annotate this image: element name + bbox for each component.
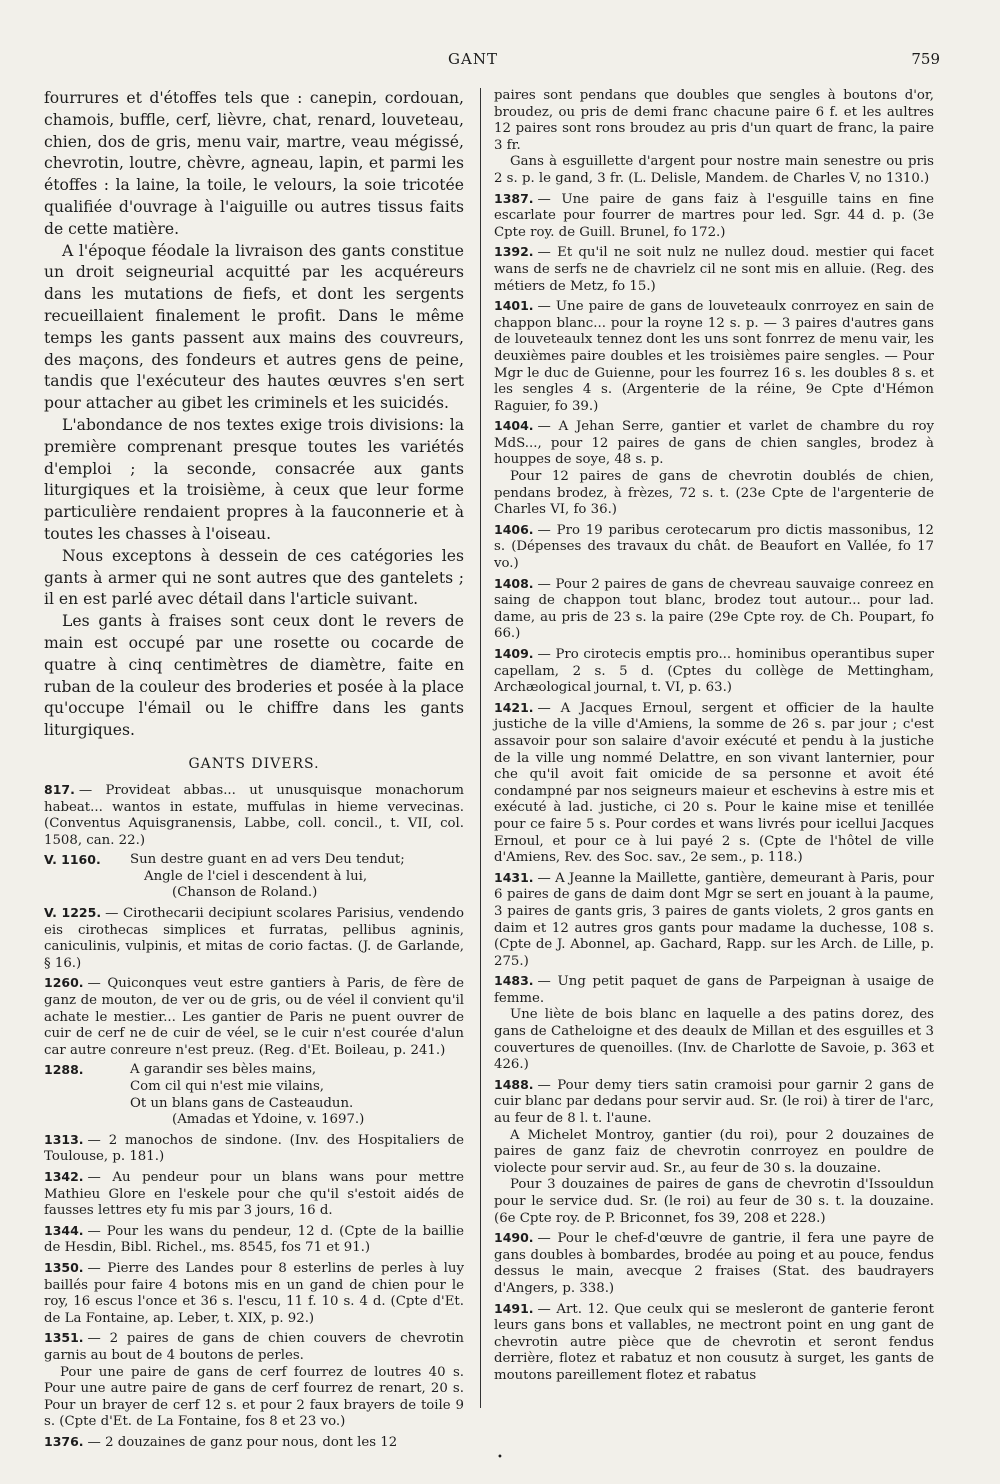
intro-paragraph: fourrures et d'étoffes tels que : canepin, cordouan, chamois, buffle, cerf, lièvre, chat, renard, louveteau, chien, dos de gris, menu vair, martre, veau mégissé, chevrotin, loutre, chèvre, agneau, lapin, et parmi les étoffes : la laine, la toile, le velours, la soie tricotée qualifiée d'ouvrage à l'aiguille ou autres tissus faits de cette matière. [44, 89, 464, 238]
entry-date: 1490. [494, 1230, 534, 1246]
entry-date: 1313. [44, 1131, 84, 1147]
entry-1401 [494, 298, 934, 415]
entry-date: V. 1160. [44, 852, 101, 868]
intro-text [44, 88, 464, 742]
entry-subparagraph: Pour une paire de gans de cerf fourrez de loutres 40 s. Pour une autre paire de gans de cerf fourrez de renart, 20 s. Pour un brayer de cerf 12 s. et pour 2 faux brayers de toile 9 s. (Cpte d'Et. de La Fontaine, fos 8 et 23 vo.) [44, 1364, 464, 1430]
entry-1491 [494, 1301, 934, 1385]
entry-1406 [494, 522, 934, 573]
entry-date: 1483. [494, 973, 534, 989]
entry-1344 [44, 1223, 464, 1257]
entry-date: 1376. [44, 1433, 84, 1449]
entry-date: 1260. [44, 975, 84, 991]
entry-date: V. 1225. [44, 905, 102, 921]
entry-text: — Une paire de gans faiz à l'esguille tains en fine escarlate pour fourrer de martres pour led. Sgr. 44 d. p. (3e Cpte roy. de Guill. Brunel, fo 172.) [494, 191, 934, 240]
entry-1225 [44, 905, 464, 972]
entry-date: 1406. [494, 521, 534, 537]
entry-date: 1387. [494, 190, 534, 206]
entry-1376 [44, 1434, 464, 1452]
intro-paragraph: Nous exceptons à dessein de ces catégories les gants à armer qui ne sont autres que des gantelets ; il en est parlé avec détail dans l'article suivant. [44, 546, 464, 609]
entry-text: — 2 paires de gans de chien couvers de chevrotin garnis au bout de 4 boutons de perles. [44, 1331, 464, 1363]
page-number: 759 [911, 50, 940, 68]
verse-line: A garandir ses bèles mains, [130, 1062, 317, 1078]
entry-subparagraph: Pour 3 douzaines de paires de gans de chevrotin d'Issouldun pour le service dud. Sr. (le roi) au feur de 30 s. t. la douzaine. (6e Cpte roy. de P. Briconnet, fos 39, 208 et 228.) [494, 1177, 934, 1226]
entry-date: 1488. [494, 1076, 534, 1092]
entry-date: 1392. [494, 244, 534, 260]
entry-1421 [494, 700, 934, 867]
column-divider [480, 88, 481, 1408]
entry-date: 1288. [44, 1062, 84, 1078]
entry-text: — Une paire de gans de louveteaulx conrroyez en sain de chappon blanc... pour la royne 12 s. p. — 3 paires d'autres gans de louveteaulx tennez dont les uns sont fonrrez de menu vair, les deuxièmes paire doubles et les troisièmes paire sengles. — Pour Mgr le duc de Guienne, pour les fourrez 16 s. les doubles 8 s. et les sengles 4 s. (Argenterie de la réine, 9e Cpte d'Hémon Raguier, fo 39.) [494, 299, 934, 414]
entry-text: — A Jeanne la Maillette, gantière, demeurant à Paris, pour 6 paires de gans de daim dont Mgr se sert en jouant à la paume, 3 paires de gants gris, 3 paires de gants violets, 2 gros gants en daim et 12 autres gros gants pour madame la duchesse, 108 s. (Cpte de J. Abonnel, ap. Gachard, Rapp. sur les Arch. de Lille, p. 275.) [494, 870, 934, 969]
verse-line: Com cil qui n'est mie vilains, [130, 1079, 324, 1094]
entry-text: — Et qu'il ne soit nulz ne nullez doud. mestier qui facet wans de serfs ne de chavrielz cil ne sont mis en alluie. (Reg. des métiers de Metz, fo 15.) [494, 245, 934, 294]
running-header [0, 50, 1000, 72]
entry-1431 [494, 870, 934, 971]
entry-date: 1351. [44, 1330, 84, 1346]
entry-1313 [44, 1132, 464, 1166]
entry-1409 [494, 646, 934, 697]
entry-text: — 2 douzaines de ganz pour nous, dont les 12 [87, 1434, 398, 1450]
entry-text: — Pour le chef-d'œuvre de gantrie, il fera une payre de gans doubles à bombardes, brodée au poing et au pouce, fendus dessus le main, avecque 2 fraises (Stat. des baudrayers d'Angers, p. 338.) [494, 1231, 934, 1296]
section-heading: GANTS DIVERS. [188, 755, 320, 772]
entry-1387 [494, 191, 934, 242]
entry-text: — Pro cirotecis emptis pro... hominibus operantibus super capellam, 2 s. 5 d. (Cptes du collège de Mettingham, Archæological journal, t. VI, p. 63.) [494, 647, 934, 696]
entry-1483 [494, 973, 934, 1074]
verse-1288 [44, 1062, 464, 1128]
entry-text: — Cirothecarii decipiunt scolares Parisius, vendendo eis cirothecas simplices et furratas, pellibus agninis, caniculinis, vulpinis, et mitas de corio factas. (J. de Garlande, § 16.) [44, 906, 464, 971]
entry-text: — Au pendeur pour un blans wans pour mettre Mathieu Glore en l'eskele pour che qu'il s'estoit aidés de fausses lettres ety fu mis par 3 jours, 16 d. [44, 1169, 464, 1219]
entry-1350 [44, 1260, 464, 1327]
entry-1490 [494, 1230, 934, 1297]
entry-date: 1404. [494, 418, 534, 434]
right-column [494, 88, 934, 1410]
intro-paragraph: L'abondance de nos textes exige trois divisions: la première comprenant presque toutes les variétés d'emploi ; la seconde, consacrée aux gants liturgiques et la troisième, à ceux que leur forme particulière rendaient propres à la fauconnerie et à toutes les chasses à l'oiseau. [44, 415, 464, 543]
verse-source: (Chanson de Roland.) [172, 885, 318, 901]
entry-text: — Pour 2 paires de gans de chevreau sauvaige conreez en saing de chappon tout blanc, brodez tout autour... pour lad. dame, au pris de 23 s. la paire (29e Cpte roy. de Ch. Poupart, fo 66.) [494, 576, 934, 642]
entry-1342 [44, 1169, 464, 1220]
entry-1404 [494, 418, 934, 519]
entry-text: — Quiconques veut estre gantiers à Paris, de fère de ganz de mouton, de ver ou de gris, ou de véel il convient qu'il achate le mestier... Les gantier de Paris ne puent ouvrer de cuir de cerf ne de cuir de véel, se le cuir n'est courée d'alun car autre conreure n'est preuz. (Reg. d'Et. Boileau, p. 241.) [44, 976, 464, 1058]
entry-date: 1342. [44, 1168, 84, 1184]
entry-date: 817. [44, 781, 75, 797]
entry-date: 1344. [44, 1222, 84, 1238]
entry-date: 1350. [44, 1259, 84, 1275]
entry-date: 1409. [494, 646, 534, 661]
running-title: GANT [448, 50, 498, 68]
left-column [44, 88, 464, 1450]
entry-date: 1401. [494, 298, 534, 314]
entry-1392 [494, 244, 934, 295]
entry-text: paires sont pendans que doubles que sengles à boutons d'or, broudez, ou pris de demi franc chacune paire 6 f. et les aultres 12 paires sont rons broudez au pris d'un quart de franc, la paire 3 fr. [494, 88, 934, 153]
verse-1160 [44, 852, 464, 902]
entry-1260 [44, 975, 464, 1059]
entry-date: 1421. [494, 699, 534, 715]
verse-source: (Amadas et Ydoine, v. 1697.) [172, 1112, 365, 1128]
verse-line: Ot un blans gans de Casteaudun. [130, 1095, 354, 1111]
entry-text: — Pro 19 paribus cerotecarum pro dictis massonibus, 12 s. (Dépenses des travaux du chât. de Beaufort en Vallée, fo 17 vo.) [494, 522, 934, 572]
entry-subparagraph: A Michelet Montroy, gantier (du roi), pour 2 douzaines de paires de ganz faiz de chevrotin conrroyez en pouldre de violecte pour servir aud. Sr., au feur de 30 s. la douzaine. [494, 1127, 934, 1176]
entry-text: — Pour demy tiers satin cramoisi pour garnir 2 gans de cuir blanc par dedans pour servir aud. Sr. (le roi) à tirer de l'arc, au feur de 8 l. t. l'aune. [494, 1077, 934, 1127]
entry-date: 1431. [494, 869, 534, 885]
entry-subparagraph: Gans à esguillette d'argent pour nostre main senestre ou pris 2 s. p. le gand, 3 fr. (L. Delisle, Mandem. de Charles V, no 1310.) [494, 154, 934, 186]
entry-text: — Pierre des Landes pour 8 esterlins de perles à luy baillés pour faire 4 botons mis en un gand de chien pour le roy, 16 escus l'once et 36 s. l'escu, 11 f. 10 s. 4 d. (Cpte d'Et. de La Fontaine, ap. Leber, t. XIX, p. 92.) [44, 1260, 464, 1326]
entry-text: — A Jacques Ernoul, sergent et officier de la haulte justiche de la ville d'Amiens, la somme de 26 s. par jour ; c'est assavoir pour son salaire d'avoir exécuté et pendu à la justiche de la ville ung nommé Delattre, en son vivant lanternier, pour che qu'il avoit fait omicide de sa personne et avoit été condampné par nos seigneurs maieur et eschevins à estre mis et exécuté à lad. justiche, ci 20 s. Pour le kaine mise et tenillée pour ce faire 5 s. Pour cordes et wans livrés pour icellui Jacques Ernoul, et pour ce à lui payé 2 s. (Cpte de l'hôtel de ville d'Amiens, Rev. des Soc. sav., 2e sem., p. 118.) [494, 700, 934, 866]
entry-text: — Art. 12. Que ceulx qui se mesleront de ganterie feront leurs gans bons et vallables, ne mectront point en ung gant de chevrotin autre pièce que de chevrotin et seront fendus derrière, flotez et rabatuz et non cousutz à surget, les gants de moutons pareillement flotez et rabatus [494, 1301, 934, 1383]
intro-paragraph: Les gants à fraises sont ceux dont le revers de main est occupé par une rosette ou cocarde de quatre à cinq centimètres de diamètre, faite en ruban de la couleur des broderies et posée à la place qu'occupe l'émail ou le chiffre dans les gants liturgiques. [44, 612, 464, 740]
intro-paragraph: A l'époque féodale la livraison des gants constitue un droit seigneurial acquitté par les acquéreurs dans les mutations de fiefs, et dont les sergents recueillaient finalement le profit. Dans le même temps les gants passent aux mains des couvreurs, des maçons, des fondeurs et autres gens de peine, tandis que l'exécuteur des hautes œuvres s'en sert pour attacher au gibet les criminels et les suicidés. [44, 241, 464, 413]
entry-text: — Provideat abbas... ut unusquisque monachorum habeat... wantos in estate, muffulas in hieme vervecinas. (Conventus Aquisgranensis, Labbe, coll. concil., t. VII, col. 1508, can. 22.) [44, 782, 464, 848]
entry-date: 1491. [494, 1300, 534, 1316]
entry-1351 [44, 1330, 464, 1431]
entry-1408 [494, 576, 934, 643]
entry-continuation [494, 88, 934, 188]
entry-subparagraph: Pour 12 paires de gans de chevrotin doublés de chien, pendans brodez, à frèzes, 72 s. t. (23e Cpte de l'argenterie de Charles VI, fo 36.) [494, 469, 934, 518]
entry-text: — Pour les wans du pendeur, 12 d. (Cpte de la baillie de Hesdin, Bibl. Richel., ms. 8545, fos 71 et 91.) [44, 1223, 464, 1256]
verse-line: Sun destre guant en ad vers Deu tendut; [130, 852, 405, 868]
entry-text: — A Jehan Serre, gantier et varlet de chambre du roy MdS..., pour 12 paires de gans de chien sangles, brodez à houppes de soye, 48 s. p. [494, 419, 934, 468]
entry-817 [44, 782, 464, 849]
entry-text: — Ung petit paquet de gans de Parpeignan à usaige de femme. [494, 974, 934, 1006]
entry-1488 [494, 1077, 934, 1227]
footer-mark: • [497, 1452, 503, 1463]
entry-text: — 2 manochos de sindone. (Inv. des Hospitaliers de Toulouse, p. 181.) [44, 1132, 464, 1165]
verse-line: Angle de l'ciel i descendent à lui, [144, 868, 368, 884]
entry-subparagraph: Une liète de bois blanc en laquelle a des patins dorez, des gans de Catheloigne et des deaulx de Millan et des esguilles et 3 couvertures de quenoilles. (Inv. de Charlotte de Savoie, p. 363 et 426.) [494, 1007, 934, 1073]
entry-date: 1408. [494, 575, 534, 591]
